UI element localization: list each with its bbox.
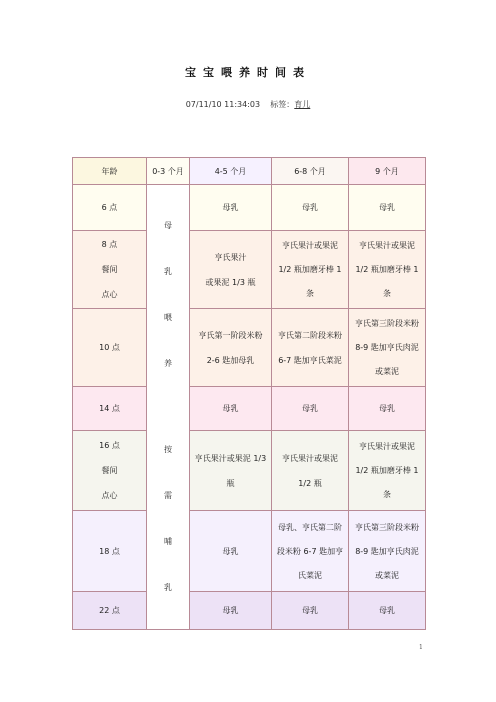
time-cell	[73, 185, 147, 231]
time-line: 餐间	[101, 466, 118, 475]
cell-9-months	[349, 387, 426, 431]
vertical-char: 母	[164, 221, 172, 230]
cell-6-8-months	[272, 387, 349, 431]
cell-line: 1/2 瓶	[298, 478, 322, 488]
cell-9-months	[349, 309, 426, 387]
cell-9-months	[349, 511, 426, 592]
vertical-char: 养	[164, 359, 172, 368]
cell-line: 条	[383, 490, 391, 499]
cell-4-5-months	[190, 231, 272, 309]
cell-line: 段米粉 6-7 匙加亨	[276, 546, 344, 556]
time-line: 18 点	[99, 546, 120, 556]
cell-line: 2-6 匙加母乳	[206, 355, 255, 365]
cell-line: 1/2 瓶加磨牙棒 1	[355, 265, 419, 274]
cell-line: 或菜泥	[375, 367, 399, 376]
cell-line: 母乳	[222, 203, 239, 212]
cell-9-months	[349, 231, 426, 309]
page-title: 宝宝喂养时间表	[185, 66, 311, 79]
time-cell	[73, 592, 147, 630]
cell-6-8-months	[272, 309, 349, 387]
time-cell	[73, 431, 147, 511]
header-6-8-months: 6-8 个月	[272, 158, 349, 185]
time-line: 6 点	[101, 203, 118, 212]
vertical-char: 乳	[164, 267, 172, 276]
cell-line: 条	[383, 289, 391, 298]
table-row	[73, 511, 426, 592]
cell-line: 母乳	[302, 404, 318, 413]
breastfeeding-on-demand-cell	[147, 185, 190, 630]
feeding-schedule-table	[72, 157, 426, 630]
cell-line: 瓶	[226, 478, 235, 488]
table-row	[73, 431, 426, 511]
time-line: 14 点	[99, 404, 120, 413]
cell-4-5-months	[190, 309, 272, 387]
time-cell	[73, 231, 147, 309]
vertical-char: 喂	[164, 313, 172, 322]
cell-line: 条	[306, 289, 314, 298]
time-cell	[73, 387, 147, 431]
tag-label: 标签：	[270, 100, 295, 109]
cell-line: 母乳	[222, 404, 239, 413]
table-row	[73, 592, 426, 630]
cell-line: 亨氏果汁或果泥	[359, 241, 415, 250]
cell-6-8-months	[272, 431, 349, 511]
cell-4-5-months	[190, 387, 272, 431]
time-line: 餐间	[101, 265, 118, 274]
cell-6-8-months	[272, 592, 349, 630]
header-0-3-months: 0-3 个月	[147, 158, 190, 185]
cell-6-8-months	[272, 231, 349, 309]
table-row	[73, 387, 426, 431]
table-row	[73, 231, 426, 309]
cell-line: 亨氏果汁或果泥	[282, 241, 338, 250]
cell-line: 亨氏果汁或果泥 1/3	[194, 453, 267, 463]
time-line: 10 点	[99, 343, 120, 352]
page-number: 1	[419, 644, 423, 651]
cell-line: 亨氏第三阶段米粉	[355, 522, 419, 532]
cell-line: 母乳	[379, 203, 395, 212]
cell-line: 母乳、亨氏第二阶	[278, 522, 342, 532]
cell-4-5-months	[190, 511, 272, 592]
tag-link[interactable]: 育儿	[294, 100, 311, 109]
cell-line: 1/2 瓶加磨牙棒 1	[278, 265, 342, 274]
cell-line: 亨氏果汁或果泥	[359, 442, 415, 451]
cell-line: 氏菜泥	[298, 570, 322, 580]
cell-line: 母乳	[222, 606, 239, 615]
cell-line: 母乳	[222, 546, 239, 556]
cell-6-8-months	[272, 511, 349, 592]
cell-line: 6-7 匙加亨氏菜泥	[278, 355, 342, 365]
time-line: 点心	[101, 290, 118, 299]
cell-9-months	[349, 592, 426, 630]
time-line: 22 点	[99, 606, 120, 615]
cell-line: 亨氏第三阶段米粉	[355, 319, 419, 328]
cell-line: 亨氏果汁或果泥	[282, 453, 338, 463]
cell-line: 母乳	[302, 203, 318, 212]
vertical-char: 乳	[164, 583, 172, 592]
cell-line: 亨氏果汁	[214, 252, 247, 262]
cell-9-months	[349, 185, 426, 231]
cell-line: 母乳	[379, 606, 395, 615]
cell-line: 亨氏第一阶段米粉	[198, 330, 263, 340]
time-cell	[73, 309, 147, 387]
vertical-char: 哺	[164, 537, 172, 546]
cell-9-months	[349, 431, 426, 511]
cell-line: 8-9 匙加亨氏肉泥	[355, 546, 419, 556]
cell-4-5-months	[190, 592, 272, 630]
cell-4-5-months	[190, 185, 272, 231]
timestamp: 07/11/10 11:34:03	[185, 100, 261, 109]
table-header-row	[73, 158, 426, 185]
cell-line: 母乳	[302, 606, 318, 615]
vertical-char: 需	[164, 491, 172, 500]
header-age: 年龄	[73, 158, 147, 185]
time-line: 8 点	[101, 240, 118, 249]
header-9-months: 9 个月	[349, 158, 426, 185]
cell-line: 或果泥 1/3 瓶	[205, 277, 256, 287]
cell-line: 或菜泥	[375, 570, 399, 580]
table-row	[73, 309, 426, 387]
cell-4-5-months	[190, 431, 272, 511]
cell-line: 1/2 瓶加磨牙棒 1	[355, 466, 419, 475]
header-4-5-months: 4-5 个月	[190, 158, 272, 185]
cell-line: 亨氏第二阶段米粉	[278, 330, 342, 340]
time-line: 16 点	[99, 441, 120, 450]
time-line: 点心	[101, 491, 118, 500]
time-cell	[73, 511, 147, 592]
table-row	[73, 185, 426, 231]
vertical-char: 按	[164, 445, 172, 454]
doc-meta	[0, 99, 496, 110]
cell-line: 8-9 匙加亨氏肉泥	[355, 343, 419, 352]
cell-line: 母乳	[379, 404, 395, 413]
cell-6-8-months	[272, 185, 349, 231]
